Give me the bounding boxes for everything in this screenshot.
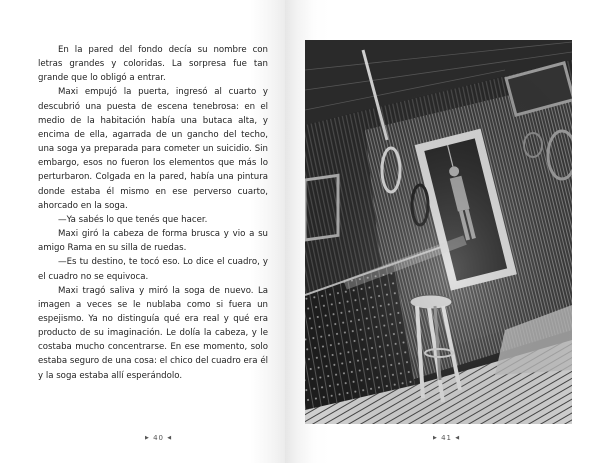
paragraph: —Ya sabés lo que tenés que hacer. <box>58 214 208 225</box>
right-page <box>285 0 600 463</box>
left-page <box>0 0 285 463</box>
right-triangle-icon: ▶ <box>145 435 150 441</box>
paragraph: —Es tu destino, te tocó eso. Lo dice el cuadro, y el cuadro no se equivoca. <box>38 257 268 282</box>
paragraph: Maxi tragó saliva y miró la soga de nuevo. La imagen a veces se le nublaba como si fuera un espejismo. Ya no distinguía qué era real y qué era producto de su imaginación. Le dolía la cabeza, y le costaba mucho concentrarse. En ese momento, solo estaba seguro de una cosa: el chico del cuadro era él y la soga estaba allí esperándolo. <box>38 285 268 381</box>
left-triangle-icon: ◀ <box>455 435 461 441</box>
right-triangle-icon: ▶ <box>433 435 438 441</box>
page-number-left: ▶ 40 ◀ <box>145 434 173 442</box>
left-triangle-icon: ◀ <box>167 435 173 441</box>
paragraph: Maxi empujó la puerta, ingresó al cuarto y descubrió una puesta de escena tenebrosa: en el medio de la habitación había una butaca alta, y encima de ella, agarrada de un gancho del techo, una soga ya preparada para cometer un suicidio. Sin embargo, esos no fueron los elementos que más lo perturbaron. Colgada en la pared, había una pintura donde estaba él mismo en ese perverso cuarto, ahorcado en la soga. <box>38 87 268 211</box>
page-number-right: ▶ 41 ◀ <box>433 434 461 442</box>
page-text <box>38 43 268 383</box>
paragraph: En la pared del fondo decía su nombre con letras grandes y coloridas. La sorpresa fue tan grande que lo obligó a entrar. <box>38 45 268 84</box>
illustration <box>305 40 572 424</box>
paragraph: Maxi giró la cabeza de forma brusca y vio a su amigo Rama en su silla de ruedas. <box>38 229 268 254</box>
